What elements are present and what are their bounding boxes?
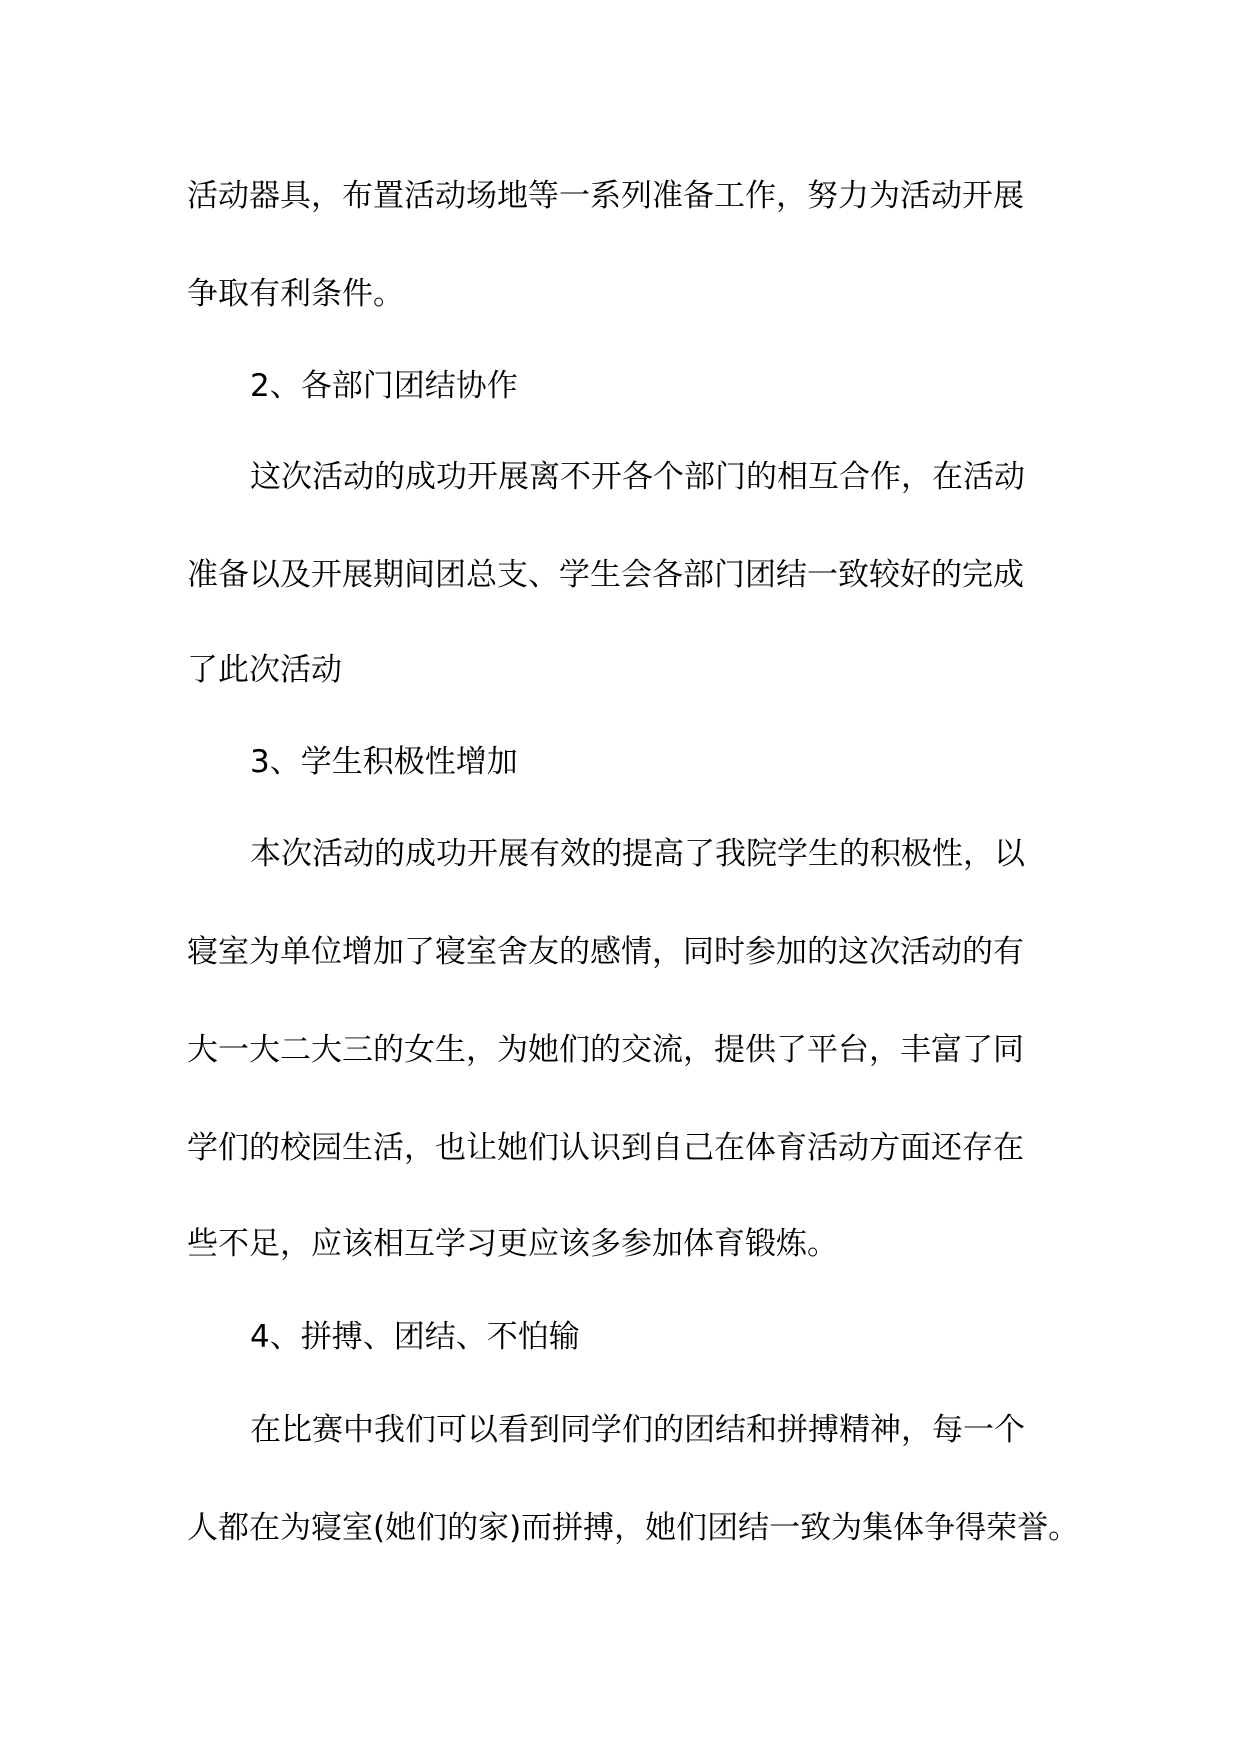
paragraph-line: 在比赛中我们可以看到同学们的团结和拼搏精神，每一个: [250, 1412, 1025, 1448]
paragraph-line: 些不足，应该相互学习更应该多参加体育锻炼。: [187, 1226, 838, 1262]
paragraph-line: 大一大二大三的女生，为她们的交流，提供了平台，丰富了同: [187, 1032, 1024, 1068]
paragraph-line: 争取有利条件。: [187, 276, 404, 312]
paragraph-line: 这次活动的成功开展离不开各个部门的相互合作，在活动: [250, 459, 1025, 495]
paragraph-line: 准备以及开展期间团总支、学生会各部门团结一致较好的完成: [187, 557, 1024, 593]
paragraph-line: 了此次活动: [187, 652, 342, 688]
paragraph-line: 活动器具，布置活动场地等一系列准备工作，努力为活动开展: [187, 178, 1024, 214]
paragraph-line: 学们的校园生活，也让她们认识到自己在体育活动方面还存在: [187, 1130, 1024, 1166]
paragraph-line: 寝室为单位增加了寝室舍友的感情，同时参加的这次活动的有: [187, 934, 1024, 970]
section-heading: 3、学生积极性增加: [250, 744, 518, 780]
section-heading: 4、拼搏、团结、不怕输: [250, 1319, 580, 1355]
paragraph-line: 人都在为寝室(她们的家)而拼搏，她们团结一致为集体争得荣誉。: [187, 1510, 1080, 1546]
paragraph-line: 本次活动的成功开展有效的提高了我院学生的积极性，以: [250, 836, 1025, 872]
section-heading: 2、各部门团结协作: [250, 368, 518, 404]
